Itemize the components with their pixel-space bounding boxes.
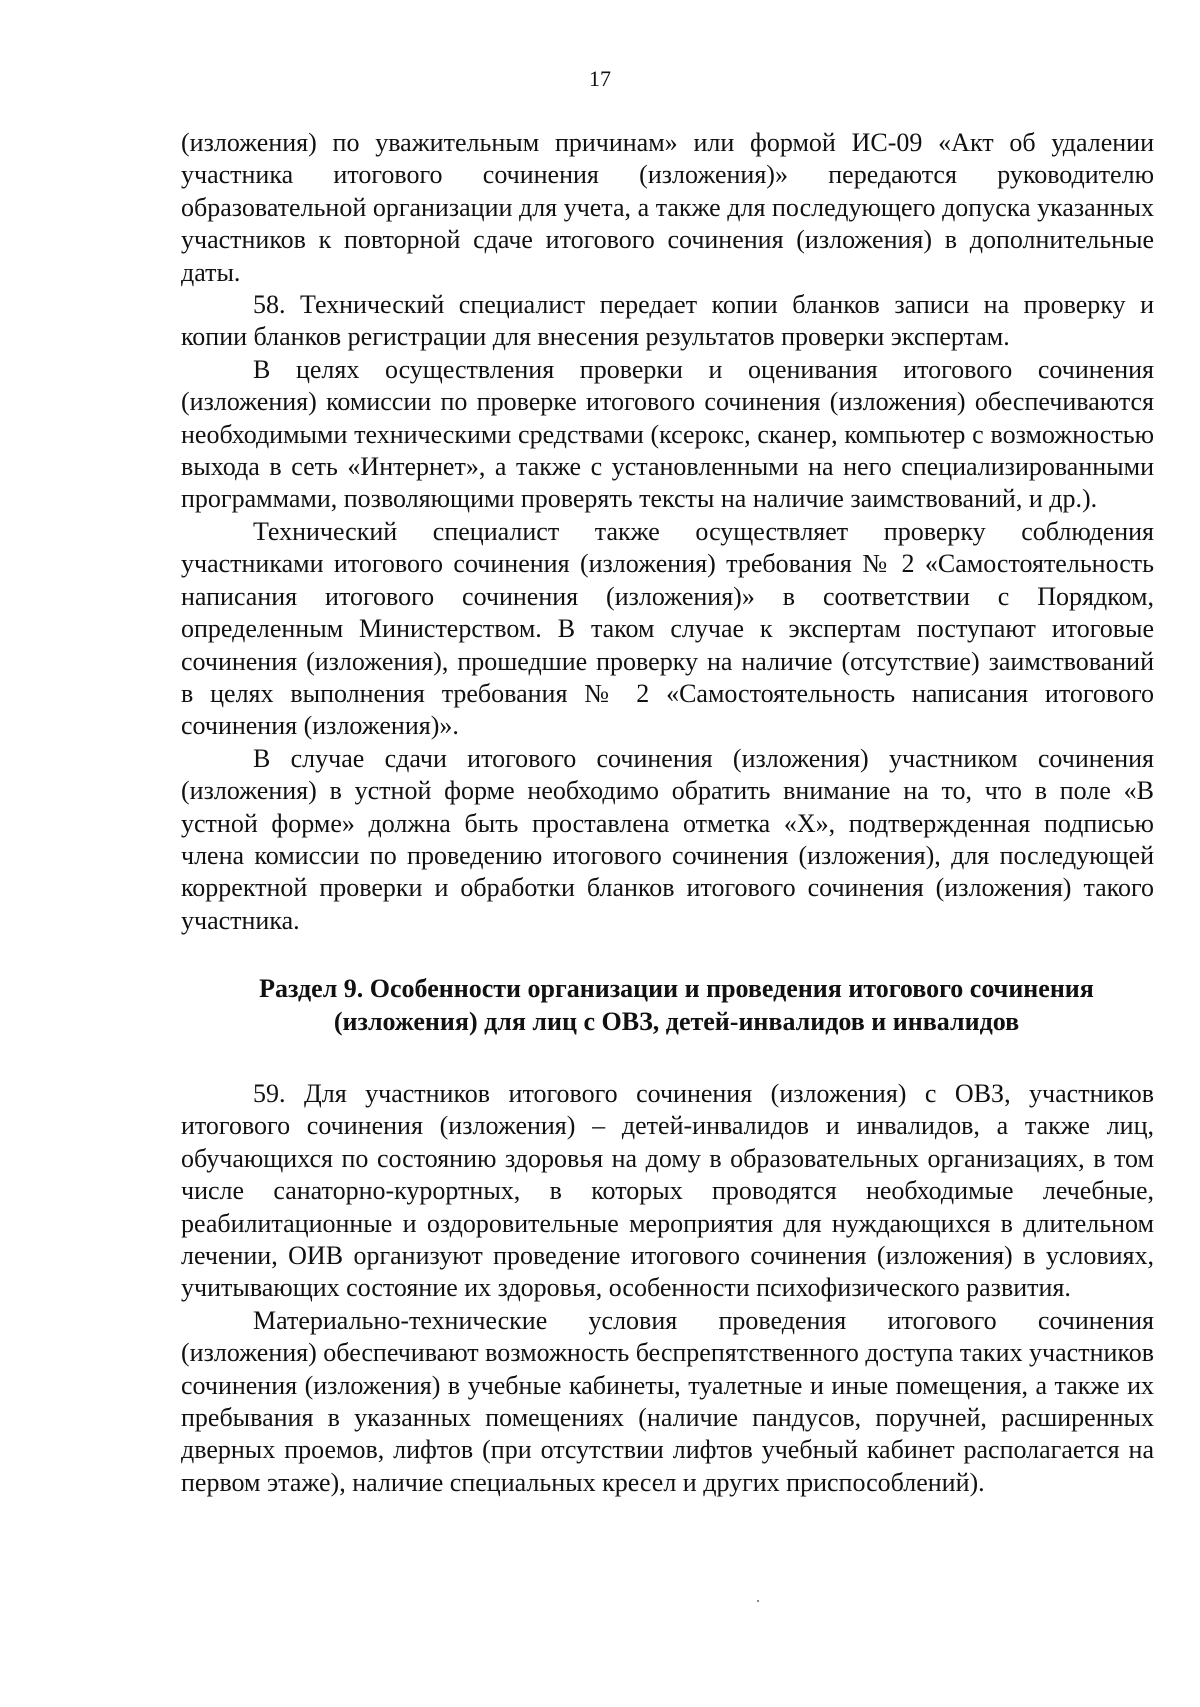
paragraph: В случае сдачи итогового сочинения (изложения) участником сочинения (изложения) в устной форме необходимо обратить внимание на то, что в поле «В устной форме» должна быть проставлена отметка «X», подтвержденная подписью члена комиссии по проведению итогового сочинения (изложения), для последующей корректной проверки и обработки бланков итогового сочинения (изложения) такого участника.: [181, 743, 1154, 935]
paragraph: Технический специалист также осуществляет проверку соблюдения участниками итогового сочинения (изложения) требования № 2 «Самостоятельность написания итогового сочинения (изложения)» в соответствии с Порядком, определенным Министерством. В таком случае к экспертам поступают итоговые сочинения (изложения), прошедшие проверку на наличие (отсутствие) заимствований в целях выполнения требования № 2 «Самостоятельность написания итогового сочинения (изложения)».: [181, 516, 1154, 741]
scan-speck: [757, 1600, 759, 1602]
paragraph-58: 58. Технический специалист передает копии бланков записи на проверку и копии бланков регистрации для внесения результатов проверки экспертам.: [181, 290, 1154, 352]
paragraph: Материально-технические условия проведения итогового сочинения (изложения) обеспечивают возможность беспрепятственного доступа таких участников сочинения (изложения) в учебные кабинеты, туалетные и иные помещения, а также их пребывания в указанных помещениях (наличие пандусов, поручней, расширенных дверных проемов, лифтов (при отсутствии лифтов учебный кабинет располагается на первом этаже), наличие специальных кресел и других приспособлений).: [181, 1305, 1154, 1497]
page-body: [181, 127, 1154, 1499]
section-heading-line-1: Раздел 9. Особенности организации и проведения итогового сочинения: [259, 974, 1094, 1004]
page-number: 17: [589, 66, 611, 91]
section-heading-line-2: (изложения) для лиц с ОВЗ, детей-инвалидов и инвалидов: [333, 1006, 1020, 1036]
section-heading: [181, 973, 1154, 1038]
paragraph: (изложения) по уважительным причинам» или формой ИС-09 «Акт об удалении участника итогового сочинения (изложения)» передаются руководителю образовательной организации для учета, а также для последующего допуска указанных участников к повторной сдаче итогового сочинения (изложения) в дополнительные даты.: [181, 128, 1154, 287]
paragraph: В целях осуществления проверки и оценивания итогового сочинения (изложения) комиссии по проверке итогового сочинения (изложения) обеспечиваются необходимыми техническими средствами (ксерокс, сканер, компьютер с возможностью выхода в сеть «Интернет», а также с установленными на него специализированными программами, позволяющими проверять тексты на наличие заимствований, и др.).: [181, 354, 1154, 514]
spacer: [181, 1038, 1154, 1078]
paragraph-59: 59. Для участников итогового сочинения (изложения) с ОВЗ, участников итогового сочинения (изложения) – детей-инвалидов и инвалидов, а также лиц, обучающихся по состоянию здоровья на дому в образовательных организациях, в том числе санаторно-курортных, в которых проводятся необходимые лечебные, реабилитационные и оздоровительные мероприятия для нуждающихся в длительном лечении, ОИВ организуют проведение итогового сочинения (изложения) в условиях, учитывающих состояние их здоровья, особенности психофизического развития.: [181, 1078, 1154, 1303]
